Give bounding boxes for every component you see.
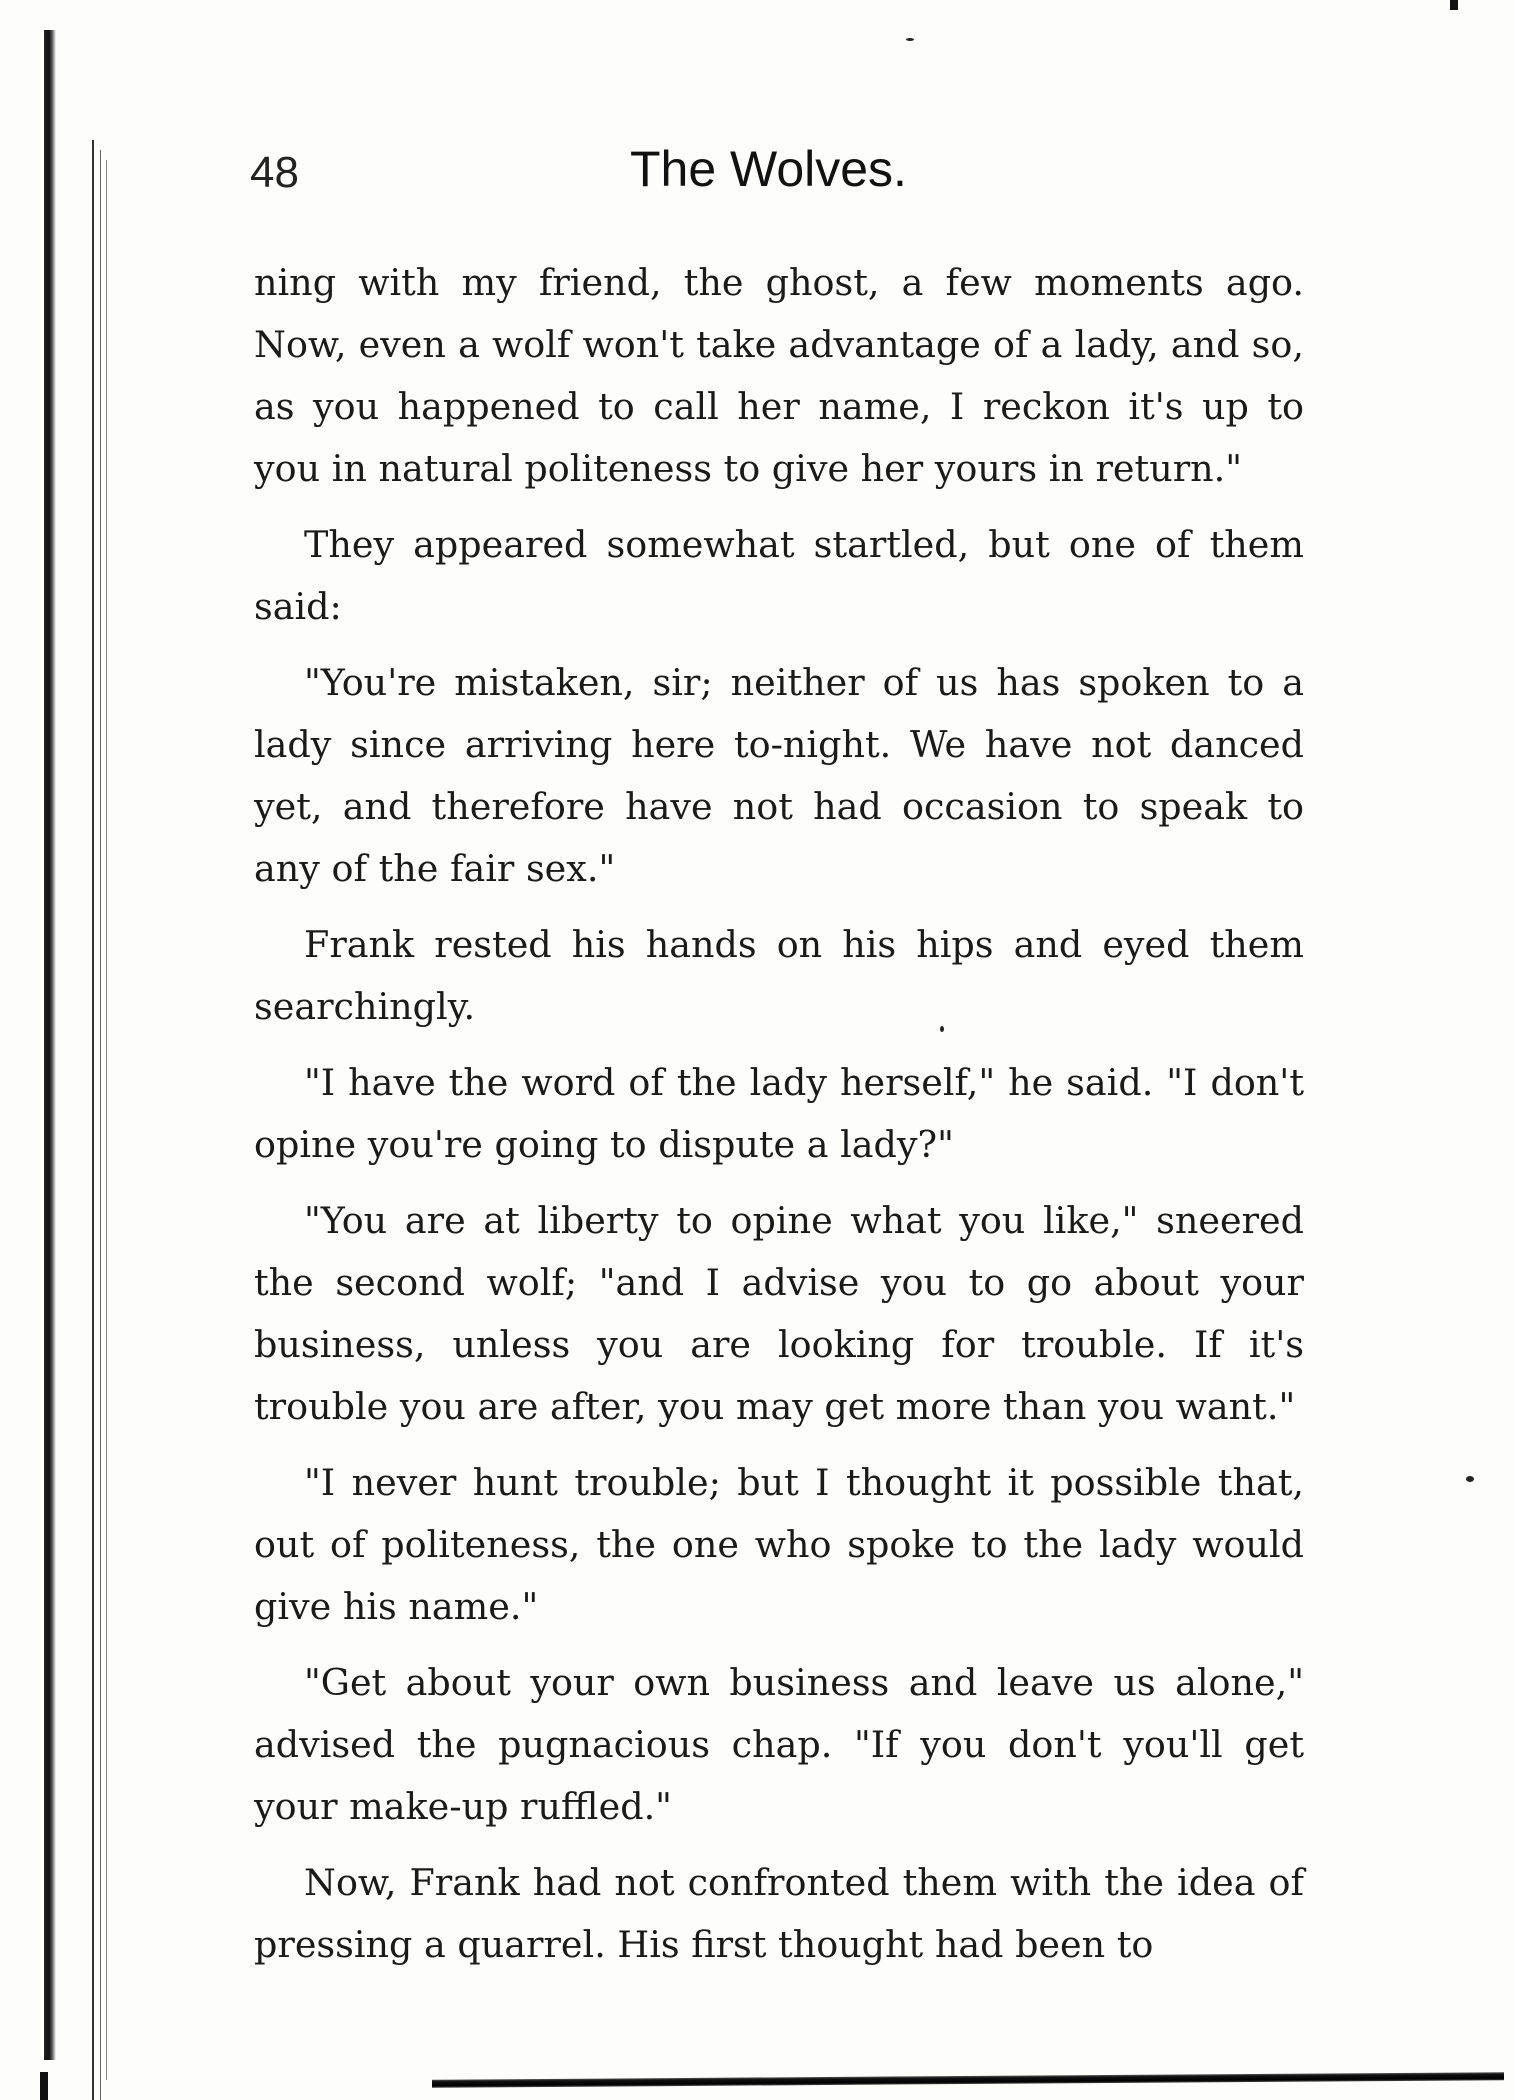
corner-mark (1450, 0, 1458, 10)
ink-speck (1466, 1476, 1474, 1482)
paragraph: ning with my friend, the ghost, a few moments ago. Now, even a wolf won't take advantage of a lady, and so, as you happened to call her name, I reckon it's up to you in natural politeness to give her yours in return." (254, 261, 1304, 490)
paragraph: "You're mistaken, sir; neither of us has spoken to a lady since arriving here to-night. We have not danced yet, and therefore have not had occasion to speak to any of the fair sex." (254, 661, 1304, 890)
paragraph: Now, Frank had not confronted them with the idea of pressing a quarrel. His first thought had been to (254, 1861, 1304, 1966)
paragraph: "Get about your own business and leave us alone," advised the pugnacious chap. "If you don't you'll get your make-up ruffled." (254, 1661, 1304, 1828)
binding-line (92, 140, 94, 2100)
paragraph: "I have the word of the lady herself," he said. "I don't opine you're going to dispute a lady?" (254, 1061, 1304, 1166)
paragraph: "I never hunt trouble; but I thought it possible that, out of politeness, the one who spoke to the lady would give his name." (254, 1461, 1304, 1628)
binding-line (100, 150, 101, 2100)
body-text (254, 252, 1304, 1990)
page-number: 48 (250, 148, 299, 197)
page-header (250, 140, 1310, 220)
bottom-rule (432, 2072, 1504, 2087)
running-title: The Wolves. (630, 141, 907, 197)
paragraph: Frank rested his hands on his hips and eyed them searchingly. (254, 923, 1304, 1028)
binding-edge (44, 30, 56, 2060)
ink-speck (906, 38, 914, 41)
binding-line (106, 160, 107, 2080)
bottom-mark (40, 2072, 48, 2100)
paragraph: "You are at liberty to opine what you like," sneered the second wolf; "and I advise you to go about your business, unless you are looking for trouble. If it's trouble you are after, you may get more than you want." (254, 1199, 1304, 1428)
paragraph: They appeared somewhat startled, but one of them said: (254, 523, 1304, 628)
